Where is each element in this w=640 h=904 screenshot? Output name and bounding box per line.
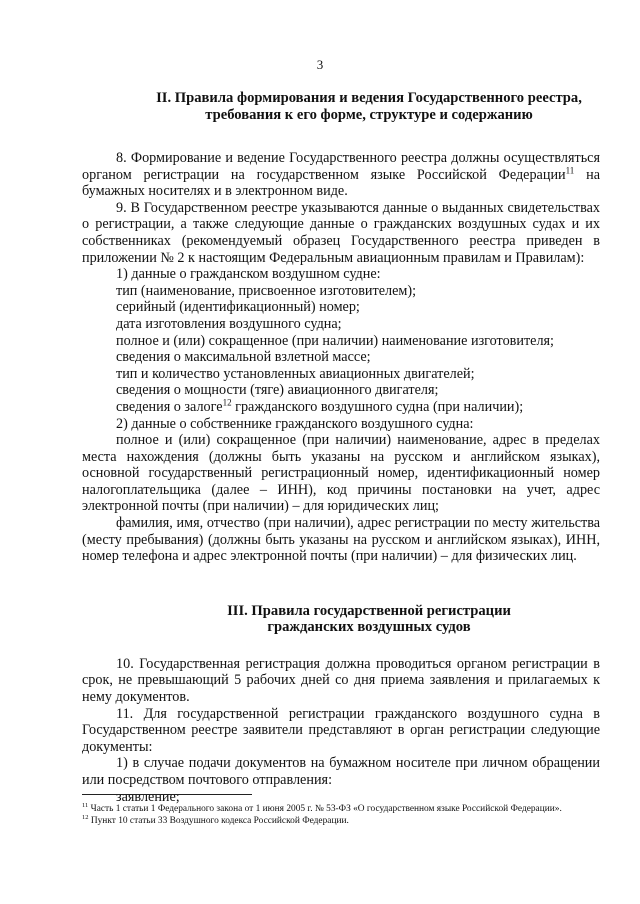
paragraph-11-document: заявление; <box>116 788 180 805</box>
owner-legal-entity: полное и (или) сокращенное (при наличии) наименование, адрес в пределах места нахождения (должны быть указаны на русском и английском языках), основной государственный регистрационный номер, идентификационный номер налогоплательщика (далее – ИНН), код причины постановки на учет, адрес электронной почты (при наличии) – для юридических лиц; <box>82 432 600 515</box>
aircraft-field: сведения о максимальной взлетной массе; <box>116 349 371 366</box>
owner-data-heading: 2) данные о собственнике гражданского воздушного судна: <box>116 415 474 432</box>
paragraph-11: 11. Для государственной регистрации гражданского воздушного судна в Государственном реестре заявители представляют в орган регистрации следующие документы: <box>82 705 600 755</box>
aircraft-field: тип (наименование, присвоенное изготовителем); <box>116 282 417 299</box>
section-2-title-line-1: II. Правила формирования и ведения Государственного реестра, <box>156 90 582 106</box>
footnote-12-number: 12 <box>82 813 89 821</box>
section-3-title <box>82 603 600 636</box>
footnote-12 <box>82 815 612 827</box>
section-3-title-line-1: III. Правила государственной регистрации <box>227 602 511 619</box>
paragraph-8 <box>82 150 600 200</box>
aircraft-field: сведения о мощности (тяге) авиационного двигателя; <box>116 382 439 399</box>
footnote-ref-11: 11 <box>565 164 575 175</box>
footnote-12-text: Пункт 10 статьи 33 Воздушного кодекса Российской Федерации. <box>88 816 349 826</box>
section-2-title-line-2: требования к его форме, структуре и содержанию <box>205 106 533 123</box>
footnote-11-text: Часть 1 статьи 1 Федерального закона от 1 июня 2005 г. № 53-ФЗ «О государственном языке Российской Федерации». <box>88 804 562 814</box>
pledge-text-end: гражданского воздушного судна (при наличии); <box>231 398 524 415</box>
section-2-title <box>82 90 600 123</box>
pledge-text: сведения о залоге <box>116 398 223 415</box>
footnotes <box>82 803 612 827</box>
footnote-ref-12: 12 <box>222 397 232 408</box>
aircraft-field: полное и (или) сокращенное (при наличии) наименование изготовителя; <box>116 332 554 349</box>
page-content <box>82 90 600 805</box>
footnote-11-number: 11 <box>82 801 89 809</box>
aircraft-field: серийный (идентификационный) номер; <box>116 299 360 316</box>
aircraft-field-pledge <box>82 399 600 416</box>
owner-individual: фамилия, имя, отчество (при наличии), адрес регистрации по месту жительства (месту пребывания) (должны быть указаны на русском и английском языках), ИНН, номер телефона и адрес электронной почты (при наличии) – для физических лиц. <box>82 515 600 565</box>
paragraph-8-text: 8. Формирование и ведение Государственного реестра должны осуществляться органом регистрации на государственном языке Российской Федерации <box>82 150 600 183</box>
paragraph-11-item-1: 1) в случае подачи документов на бумажном носителе при личном обращении или посредством почтового отправления: <box>82 755 600 788</box>
paragraph-9: 9. В Государственном реестре указываются данные о выданных свидетельствах о регистрации, а также следующие данные о гражданских воздушных судах и их собственниках (рекомендуемый образец Государственного реестра приведен в приложении № 2 к настоящим Федеральным авиационным правилам и Правилам): <box>82 199 600 266</box>
paragraph-8-text-end: на бумажных носителях и в электронном виде. <box>82 166 600 200</box>
paragraph-10: 10. Государственная регистрация должна проводиться органом регистрации в срок, не превышающий 5 рабочих дней со дня приема заявления и прилагаемых к нему документов. <box>82 655 600 706</box>
aircraft-field: дата изготовления воздушного судна; <box>116 315 342 332</box>
aircraft-field: тип и количество установленных авиационных двигателей; <box>116 365 475 382</box>
footnote-11 <box>82 803 612 815</box>
aircraft-data-heading: 1) данные о гражданском воздушном судне: <box>116 266 381 283</box>
page-number: 3 <box>316 57 324 72</box>
footnote-divider <box>82 794 252 795</box>
section-3-title-line-2: гражданских воздушных судов <box>267 619 471 636</box>
